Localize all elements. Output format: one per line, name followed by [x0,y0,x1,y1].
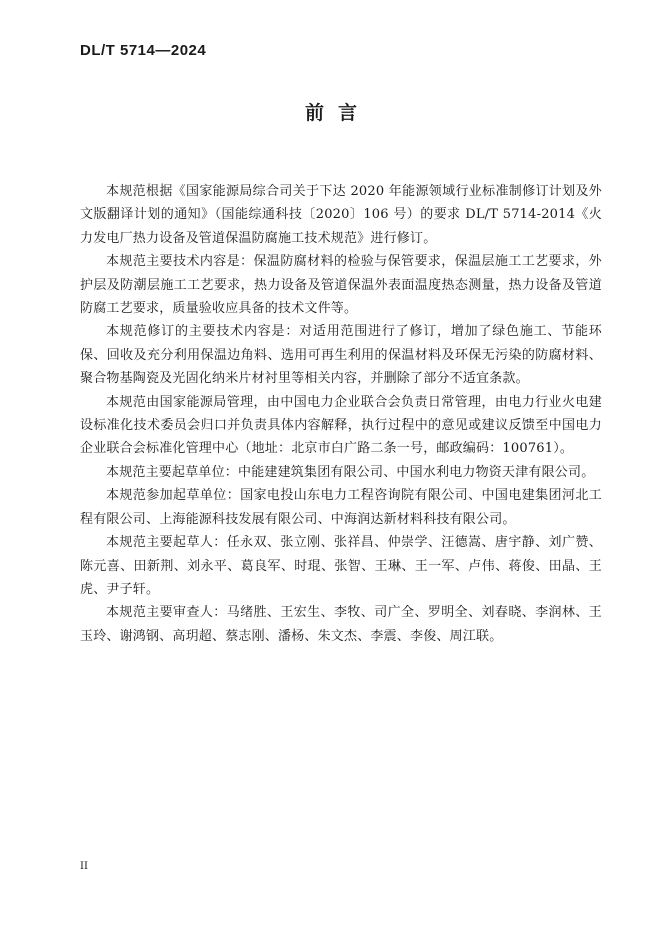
page-title: 前言 [304,102,371,124]
foreword-body [80,180,602,648]
paragraph-revision-changes: 本规范修订的主要技术内容是：对适用范围进行了修订，增加了绿色施工、节能环保、回收及充分利用保温边角料、选用可再生利用的保温材料及环保无污染的防腐材料、聚合物基陶瓷及光固化纳米片材衬里等相关内容，并删除了部分不适宜条款。 [80,324,602,387]
paragraph-participating-units: 本规范参加起草单位：国家电投山东电力工程咨询院有限公司、中国电建集团河北工程有限公司、上海能源科技发展有限公司、中海润达新材料科技有限公司。 [80,488,602,527]
paragraph-management: 本规范由国家能源局管理，由中国电力企业联合会负责日常管理，由电力行业火电建设标准化技术委员会归口并负责具体内容解释，执行过程中的意见或建议反馈至中国电力企业联合会标准化管理中心（地址：北京市白广路二条一号，邮政编码：100761）。 [80,394,602,457]
paragraph-chief-drafters: 本规范主要起草人：任永双、张立刚、张祥昌、仲崇学、汪德嵩、唐宇静、刘广赞、陈元喜、田新荆、刘永平、葛良军、时琨、张智、王琳、王一军、卢伟、蒋俊、田晶、王虎、尹子轩。 [80,535,602,597]
paragraph-main-content: 本规范主要技术内容是：保温防腐材料的检验与保管要求，保温层施工工艺要求，外护层及防潮层施工工艺要求，热力设备及管道保温外表面温度热态测量，热力设备及管道防腐工艺要求，质量验收应具备的技术文件等。 [80,254,602,317]
paragraph-chief-drafting-units: 本规范主要起草单位：中能建建筑集团有限公司、中国水利电力物资天津有限公司。 [106,464,595,480]
paragraph-revision-basis: 本规范根据《国家能源局综合司关于下达 2020 年能源领域行业标准制修订计划及外文版翻译计划的通知》（国能综通科技〔2020〕106 号）的要求 DL/T 5714-2014《火力发电厂热力设备及管道保温防腐施工技术规范》进行修订。 [80,184,602,246]
paragraph-chief-reviewers: 本规范主要审查人：马绪胜、王宏生、李牧、司广全、罗明全、刘春晓、李润林、王玉玲、谢鸿钢、高玥超、蔡志刚、潘杨、朱文杰、李震、李俊、周江联。 [80,605,602,644]
page-number: II [80,861,88,872]
document-code-header: DL/T 5714—2024 [80,42,207,59]
